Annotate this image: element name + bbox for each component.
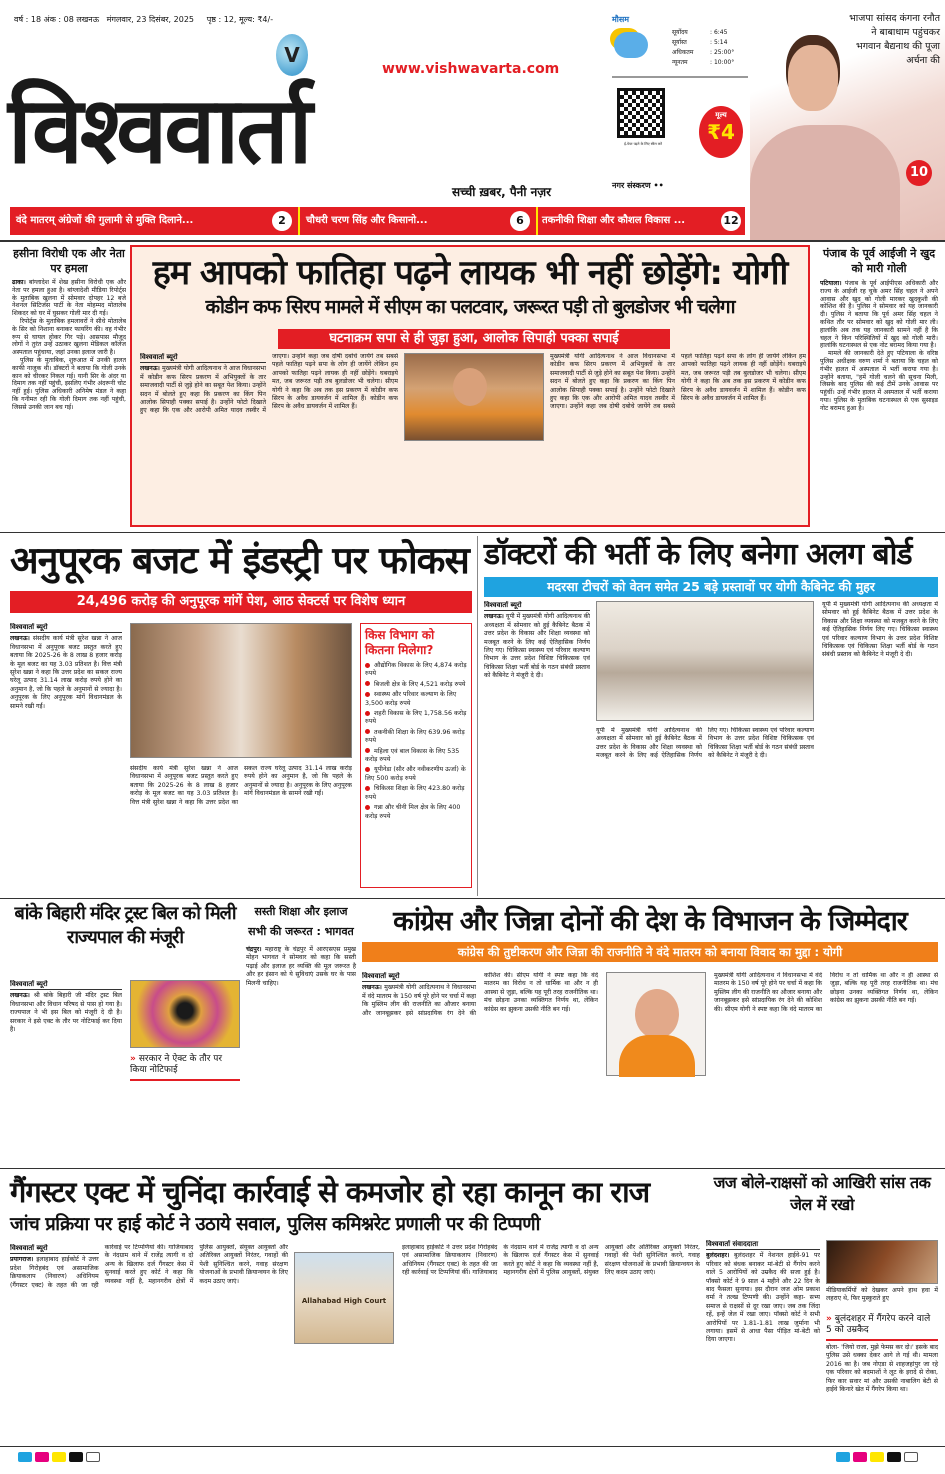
story-bhagwat [246,902,356,1164]
lead-body-right: मुख्यमंत्री योगी आदित्यनाथ ने आज विधानसभा में कोडीन कफ सिरप प्रकरण में अभियुक्तों के तार समाजवादी पार्टी से जुड़े होने का सबूत पेश किया। उन्होंने सदन में बोलते हुए कहा कि प्रकरण का किंग पिन आलोक सिपाही पक्का सपाई है। उन्होंने फोटो दिखाते हुए कहा कि एक और आरोपी अमित यादव तस्वीर में जाएगा। उन्होंने कहा जब दोषी दबोचे जायेंगे तब सबसे पहले फातिहा पढ़ने सपा के लोग ही जायेंगे लेकिन हम आपको फातिहा पढ़ने लायक ही नहीं छोड़ेंगे। घबराइये मत, जब जरूरत पड़ी तब बुलडोजर भी चलेगा। सीएम योगी ने कहा कि अब तक इस प्रकरण में कोडीन कफ सिरप के अवैध डायवर्जन में शामिल हैं। कोडीन कफ सिरप के अवैध डायवर्जन में शामिल हैं। [550,353,806,411]
lead-banner: घटनाक्रम सपा से ही जुड़ा हुआ, आलोक सिपाही पक्का सपाई [278,329,670,349]
promo-page-badge[interactable]: 10 [906,160,932,186]
globe-logo-icon: V [276,34,308,76]
congress-body-right: मुख्यमंत्री योगी आदित्यनाथ ने विधानसभा में वंदे मातरम के 150 वर्ष पूरे होने पर चर्चा में कहा कि मुस्लिम लीग की राजनीति का औजार बनाया और जानबूझकर इसे सांप्रदायिक रंग देने की कोशिश की। सीएम योगी ने स्पष्ट कहा कि वंदे मातरम का विरोध न तो धार्मिक था और न ही आस्था से जुड़ा, बल्कि यह पूरी तरह राजनीतिक था। मंच छोड़ना उनका व्यक्तिगत निर्णय था, लेकिन कांग्रेस का झुकना उसकी नीति बन गई। [714,972,938,1013]
story-hasina [12,246,126,528]
qr-caption: ई-पेपर पढ़ने के लिए स्कैन करें [624,142,662,146]
qr-code[interactable] [617,88,665,138]
judge-body-cont: बोला- 'जियो राजा, मुझे फेमस कर दो।' इसके बाद पुलिस उसे धक्का देकर आगे ले गई थी। मामला 2016 का है। जब नोएडा से शाहजहांपुर जा रहे एक परिवार को बदमाशों ने लूट के इरादे से रोका, फिर कार सवार मां और उसकी नाबालिग बेटी से हाईवे किनारे खेत में गैंगरेप किया था। [826,1344,938,1394]
gangster-body-left: विश्ववार्ता ब्यूरो प्रयागराज। इलाहाबाद हाईकोर्ट ने उत्तर प्रदेश गिरोहबंद एवं असामाजिक क्रियाकलाप (निवारण) अधिनियम (गैंगस्टर एक्ट) के तहत की जा रही कार्रवाई पर टिप्पणियां कीं। गाजियाबाद के नंदग्राम थाने में राजेंद्र त्यागी व दो अन्य के खिलाफ दर्ज गैंगस्टर केस में सुनवाई करते हुए कोर्ट ने कहा कि व्यवस्था नहीं है, महानगरीय क्षेत्रों में पुलिस आयुक्तों, संयुक्त आयुक्तों और अतिरिक्त आयुक्तों निरंतर, गवाहों की पेशी सुनिश्चित करने, गवाह संरक्षण योजनाओं के प्रभावी क्रियान्वयन के लिए कदम उठाए जाएं। [10,1244,288,1289]
budget-body-cont: संसदीय कार्य मंत्री सुरेश खन्ना ने आज विधानसभा में अनुपूरक बजट प्रस्तुत करते हुए बताया कि 2025-26 के 8 लाख 8 हजार करोड़ के मूल बजट का यह 3.03 प्रतिशत है। वित्त मंत्री सुरेश खन्ना ने कहा कि उत्तर प्रदेश का सकल राज्य घरेलू उत्पाद 31.14 लाख करोड़ रुपये होने का अनुमान है, जो कि पहले के अनुमानों से ज्यादा है। अनुपूरक के लिए अनुपूरक मांगें विधानमंडल के सामने रखी गईं। [130,765,352,806]
department-allocation-box [360,623,472,888]
teaser-item[interactable]: चौधरी चरण सिंह और किसानो... 6 [300,207,538,235]
story-budget [10,535,472,895]
portrait-face [788,45,838,111]
weather-row: सूर्योदय : 6:45 [672,29,728,36]
story-punjab [820,246,938,528]
story-body: पटियाला। पंजाब के पूर्व आईपीएस अधिकारी और राज्य के आईजी रह चुके अमर सिंह चहल ने अपने आवास और खुद को गोली मारकर खुदकुशी की कोशिश की है। पुलिस ने सोमवार को यह जानकारी दी। पुलिस ने बताया कि पूर्व अमर सिंह चहल ने कथित तौर पर सोमवार को खुद को गोली मार ली। हालांकि अब तक यह जानकारी सामने नहीं है कि चहल ने किन परिस्थितियों में खुद को गोली मारी। हालांकि घटनास्थल से एक नोट बरामद किया गया है। मामले की जानकारी देते हुए पटियाला के वरिष्ठ पुलिस अधीक्षक वरुण शर्मा ने बताया कि चहल को गंभीर हालत में अस्पताल में भर्ती कराया गया है। उन्होंने बताया, "हमें गोली चलने की सूचना मिली, जिसके बाद पुलिस की कई टीमें उनके आवास पर पहुंचीं। उन्हें गंभीर हालत में अस्पताल में भर्ती कराया गया। पुलिस के मुताबिक घटनास्थल से एक सुसाइड नोट बरामद हुआ है। [820,280,938,412]
doctors-body-left: विश्ववार्ता ब्यूरो लखनऊ। यूपी में मुख्यमंत्री योगी आदित्यनाथ की अध्यक्षता में सोमवार को हुई कैबिनेट बैठक में उत्तर प्रदेश के विकास और शिक्षा व्यवस्था को मजबूत करने के लिए कई ऐतिहासिक निर्णय लिए गए। चिकित्सा स्वास्थ्य एवं परिवार कल्याण विभाग के उत्तर प्रदेश विशिष्ट चिकित्सक एवं चिकित्सा शिक्षा भर्ती बोर्ड के गठन संबंधी प्रस्ताव को कैबिनेट ने मंजूरी दे दी। [484,601,590,680]
story-body: ढाका। बांग्लादेश में शेख हसीना विरोधी एक और नेता पर हमला हुआ है। बांग्लादेशी मीडिया रिपोर्ट्स के मुताबिक खुलना में सोमवार दोपहर 12 बजे नेशनल सिटिजंस पार्टी के नेता मोहम्मद मोतालेब शिकदर को घर में घुसकर गोली मार दी गई। रिपोर्ट्स के मुताबिक हमलावरों ने सीधे मोतालेब के सिर को निशाना बनाकर फायरिंग की। वह गंभीर रूप से घायल होकर गिर पड़े। आसपास मौजूद लोगों ने तुरंत उन्हें उठाकर खुलना मेडिकल कॉलेज अस्पताल पहुंचाया, जहां उनका इलाज जारी है। पुलिस के मुताबिक, शुरुआत में उनकी हालत काफी नाजुक थी। डॉक्टरों ने बताया कि गोली उनके कान को चीरकर निकल गई। यानी सिर के अंदर या दिमाग तक नहीं पहुंची, इसलिए गंभीर अंदरूनी चोट नहीं हुई। पुलिस अधिकारी अनिमेष मंडल ने कहा कि गनीमत रही कि गोली दिमाग तक नहीं पहुंची, जिससे उनकी जान बच गई। [12,279,126,411]
headline: हसीना विरोधी एक और नेता पर हमला [13,247,125,275]
headline: पंजाब के पूर्व आईजी ने खुद को मारी गोली [822,247,936,275]
doctors-banner: मदरसा टीचरों को वेतन समेत 25 बड़े प्रस्तावों पर योगी कैबिनेट की मुहर [484,577,938,597]
allocation-item: गन्ना और चीनी मिल क्षेत्र के लिए 400 करोड़ रुपये [365,804,461,820]
page-price: पृष्ठ : 12, मूल्य: ₹4/- [206,15,274,24]
teaser-item[interactable]: तकनीकी शिक्षा और कौशल विकास ... 12 [538,207,745,235]
cabinet-meeting-photo[interactable] [596,601,814,721]
issue-date: मंगलवार, 23 दिसंबर, 2025 [106,15,194,24]
budget-body: विश्ववार्ता ब्यूरो लखनऊ। संसदीय कार्य मंत्री सुरेश खन्ना ने आज विधानसभा में अनुपूरक बजट प्रस्तुत करते हुए बताया कि 2025-26 के 8 लाख 8 हजार करोड़ के मूल बजट का यह 3.03 प्रतिशत है। वित्त मंत्री सुरेश खन्ना ने कहा कि उत्तर प्रदेश का सकल राज्य घरेलू उत्पाद 31.14 लाख करोड़ रुपये होने का अनुमान है, जो कि पहले के अनुमानों से ज्यादा है। अनुपूरक के लिए अनुपूरक मांगें विधानमंडल के सामने रखी गईं। [10,623,122,710]
story-gangster [10,1172,700,1442]
teaser-item[interactable]: वंदे मातरम् अंग्रेजों की गुलामी से मुक्ति दिलाने... 2 [10,207,300,235]
doctors-body-right: यूपी में मुख्यमंत्री योगी आदित्यनाथ की अध्यक्षता में सोमवार को हुई कैबिनेट बैठक में उत्तर प्रदेश के विकास और शिक्षा व्यवस्था को मजबूत करने के लिए कई ऐतिहासिक निर्णय लिए गए। चिकित्सा स्वास्थ्य एवं परिवार कल्याण विभाग के उत्तर प्रदेश विशिष्ट चिकित्सक एवं चिकित्सा शिक्षा भर्ती बोर्ड के गठन संबंधी प्रस्ताव को कैबिनेट ने मंजूरी दे दी। [822,601,938,659]
congress-banner: कांग्रेस की तुष्टीकरण और जिन्ना की राजनीति ने वंदे मातरम को बनाया विवाद का मुद्दा : योगी [362,942,938,962]
judge-headline: जज बोले-राक्षसों को आखिरी सांस तक जेल में रखो [713,1173,931,1214]
congress-body-left: विश्ववार्ता ब्यूरो लखनऊ। मुख्यमंत्री योगी आदित्यनाथ ने विधानसभा में वंदे मातरम के 150 वर्ष पूरे होने पर चर्चा में कहा कि मुस्लिम लीग की राजनीति का औजार बनाया और जानबूझकर इसे सांप्रदायिक रंग देने की कोशिश की। सीएम योगी ने स्पष्ट कहा कि वंदे मातरम का विरोध न तो धार्मिक था और न ही आस्था से जुड़ा, बल्कि यह पूरी तरह राजनीतिक था। मंच छोड़ना उनका व्यक्तिगत निर्णय था, लेकिन कांग्रेस का झुकना उसकी नीति बन गई। [362,972,598,1017]
lead-headline: हम आपको फातिहा पढ़ने लायक भी नहीं छोड़ेंगे: योगी [152,253,788,293]
website-url[interactable]: www.vishwavarta.com [382,61,560,77]
yogi-assembly-photo[interactable] [404,353,544,441]
story-congress [362,902,938,1164]
teaser-strip [10,207,745,235]
bhagwat-body: चंद्रपुर। महाराष्ट्र के चंद्रपुर में आरएसएस प्रमुख मोहन भागवत ने सोमवार को कहा कि सस्ती पढ़ाई और इलाज हर व्यक्ति की मूल जरूरत है और हर इंसान को ये सुविधाएं उसके घर के पास मिलनी चाहिए। [246,946,356,987]
allocation-item: तकनीकी शिक्षा के लिए 639.96 करोड़ रुपये [365,728,465,745]
budget-headline: अनुपूरक बजट में इंडस्ट्री पर फोकस [10,538,469,582]
bhagwat-headline: सस्ती शिक्षा और इलाज सभी की जरूरत : भागवत [248,905,354,938]
issue-number: वर्ष : 18 अंक : 08 लखनऊ [14,15,100,24]
banke-caption: » सरकार ने ऐक्ट के तौर पर किया नोटिफाई [130,1054,240,1081]
allocation-item: स्वास्थ्य और परिवार कल्याण के लिए 3,500 करोड़ रुपये [365,691,457,707]
print-color-marks [18,1452,100,1462]
allocation-item: औद्योगिक विकास के लिए 4,874 करोड़ रुपये [365,662,467,678]
judge-photo-caption: मीडियाकर्मियों को देखकर अपने हाथ हवा में लहराए थे, फिर मुस्कुराते हुए [826,1287,938,1303]
assembly-budget-photo[interactable] [130,623,352,758]
allocation-item: महिला एवं बाल विकास के लिए 535 करोड़ रुपये [365,747,460,764]
gavel-photo[interactable] [826,1240,938,1284]
weather-row: अधिकतम : 25:00° [672,49,735,56]
story-judge [706,1172,938,1442]
edition-label: नगर संस्करण •• [612,181,664,190]
allocation-item: बिजली क्षेत्र के लिए 4,521 करोड़ रुपये [365,681,467,689]
gangster-headline: गैंगस्टर एक्ट में चुनिंदा कार्रवाई से कमजोर हो रहा कानून का राज [10,1175,650,1209]
allocation-item: शहरी विकास के लिए 1,758.56 करोड़ रुपये [365,710,467,726]
promo-text[interactable]: भाजपा सांसद कंगना रनौत ने बाबाधाम पहुंचकर भगवान बैद्यनाथ की पूजा अर्चना की [849,13,940,66]
price-badge: मूल्य ₹4 [699,106,743,158]
banke-body: विश्ववार्ता ब्यूरो लखनऊ। श्री बांके बिहारी जी मंदिर ट्रस्ट बिल विधानसभा और विधान परिषद से पास हो गया है। राज्यपाल ने भी इस बिल को मंजूरी दे दी है। सरकार ने इसे एक्ट के तौर पर नोटिफाई कर दिया है। [10,980,122,1034]
allocation-item: चिकित्सा शिक्षा के लिए 423.80 करोड़ रुपये [365,785,465,801]
budget-banner: 24,496 करोड़ की अनुपूरक मांगें पेश, आठ सेक्टर्स पर विशेष ध्यान [10,591,472,613]
weather-title: मौसम [612,15,630,24]
story-doctors [484,535,938,895]
doctors-headline: डॉक्टरों की भर्ती के लिए बनेगा अलग बोर्ड [484,537,912,572]
print-color-marks [836,1452,918,1462]
lead-story [130,245,810,527]
doctors-body-mid: यूपी में मुख्यमंत्री योगी आदित्यनाथ की अध्यक्षता में सोमवार को हुई कैबिनेट बैठक में उत्तर प्रदेश के विकास और शिक्षा व्यवस्था को मजबूत करने के लिए कई ऐतिहासिक निर्णय लिए गए। चिकित्सा स्वास्थ्य एवं परिवार कल्याण विभाग के उत्तर प्रदेश विशिष्ट चिकित्सक एवं चिकित्सा शिक्षा भर्ती बोर्ड के गठन संबंधी प्रस्ताव को कैबिनेट ने मंजूरी दे दी। [596,727,814,760]
allocation-item: यूपीनेडा (सौर और नवीकरणीय ऊर्जा) के लिए 500 करोड़ रुपये [365,766,466,782]
judge-caption: » बुलंदशहर में गैंगरेप करने वाले 5 को उम्रकैद [826,1314,938,1341]
box-title: किस विभाग को कितना मिलेगा? [365,628,435,657]
gangster-body-right: इलाहाबाद हाईकोर्ट ने उत्तर प्रदेश गिरोहबंद एवं असामाजिक क्रियाकलाप (निवारण) अधिनियम (गैंगस्टर एक्ट) के तहत की जा रही कार्रवाई पर टिप्पणियां कीं। गाजियाबाद के नंदग्राम थाने में राजेंद्र त्यागी व दो अन्य के खिलाफ दर्ज गैंगस्टर केस में सुनवाई करते हुए कोर्ट ने कहा कि व्यवस्था नहीं है, महानगरीय क्षेत्रों में पुलिस आयुक्तों, संयुक्त आयुक्तों और अतिरिक्त आयुक्तों निरंतर, गवाहों की पेशी सुनिश्चित करने, गवाह संरक्षण योजनाओं के प्रभावी क्रियान्वयन के लिए कदम उठाए जाएं। [402,1244,700,1277]
portrait-body [750,125,900,240]
tagline: सच्ची ख़बर, पैनी नज़र [452,185,552,199]
masthead-title: विश्ववार्ता [8,77,310,184]
story-banke-bihari [10,902,240,1164]
weather-row: सूर्यास्त : 5:14 [672,39,728,46]
high-court-photo[interactable]: Allahabad High Court [294,1252,394,1344]
issue-info [14,14,273,25]
gangster-subhead: जांच प्रक्रिया पर हाई कोर्ट ने उठाये सवाल, पुलिस कमिश्नरेट प्रणाली पर की टिप्पणी [10,1214,540,1235]
weather-cloud-icon [614,32,648,58]
banke-bihari-photo[interactable] [130,980,240,1048]
congress-headline: कांग्रेस और जिन्ना दोनों की देश के विभाजन के जिम्मेदार [393,906,907,937]
yogi-portrait-photo[interactable] [606,972,706,1076]
lead-subhead: कोडीन कफ सिरप मामले में सीएम का पलटवार, जरूरत पड़ी तो बुलडोजर भी चलेगा [205,296,735,318]
lead-body-left: विश्ववार्ता ब्यूरो लखनऊ। मुख्यमंत्री योगी आदित्यनाथ ने आज विधानसभा में कोडीन कफ सिरप प्रकरण में अभियुक्तों के तार समाजवादी पार्टी से जुड़े होने का सबूत पेश किया। उन्होंने सदन में बोलते हुए कहा कि प्रकरण का किंग पिन आलोक सिपाही पक्का सपाई है। उन्होंने फोटो दिखाते हुए कहा कि एक और आरोपी अमित यादव तस्वीर में जाएगा। उन्होंने कहा जब दोषी दबोचे जायेंगे तब सबसे पहले फातिहा पढ़ने सपा के लोग ही जायेंगे लेकिन हम आपको फातिहा पढ़ने लायक ही नहीं छोड़ेंगे। घबराइये मत, जब जरूरत पड़ी तब बुलडोजर भी चलेगा। सीएम योगी ने कहा कि अब तक इस प्रकरण में कोडीन कफ सिरप के अवैध डायवर्जन में शामिल हैं। कोडीन कफ सिरप के अवैध डायवर्जन में शामिल हैं। [140,353,398,415]
judge-body: विश्ववार्ता संवाददाता बुलंदशहर। बुलंदशहर में नेशनल हाईवे-91 पर परिवार को बंधक बनाकर मां-बेटी से गैंगरेप करने वाले 5 आरोपियों को उम्रकैद की सजा हुई है। पॉक्सो कोर्ट ने 9 साल 4 महीने और 22 दिन के बाद फैसला सुनाया। इस दौरान जज ओम प्रकाश वर्मा ने तल्ख टिप्पणी की। उन्होंने कहा- सभ्य समाज से राक्षसों से दूर रखा जाए। जब तक जिंदा रहें, इन्हें जेल में रखा जाए। पॉक्सो कोर्ट ने सभी आरोपियों पर 1.81-1.81 लाख जुर्माना भी लगाया। इसमें से आधा पैसा पीड़ित मां-बेटी को दिया जाएगा। [706,1240,820,1344]
weather-row: न्यूनतम : 10:00° [672,59,735,66]
banke-headline: बांके बिहारी मंदिर ट्रस्ट बिल को मिली राज्यपाल की मंजूरी [14,903,236,948]
weather-box [612,14,748,78]
